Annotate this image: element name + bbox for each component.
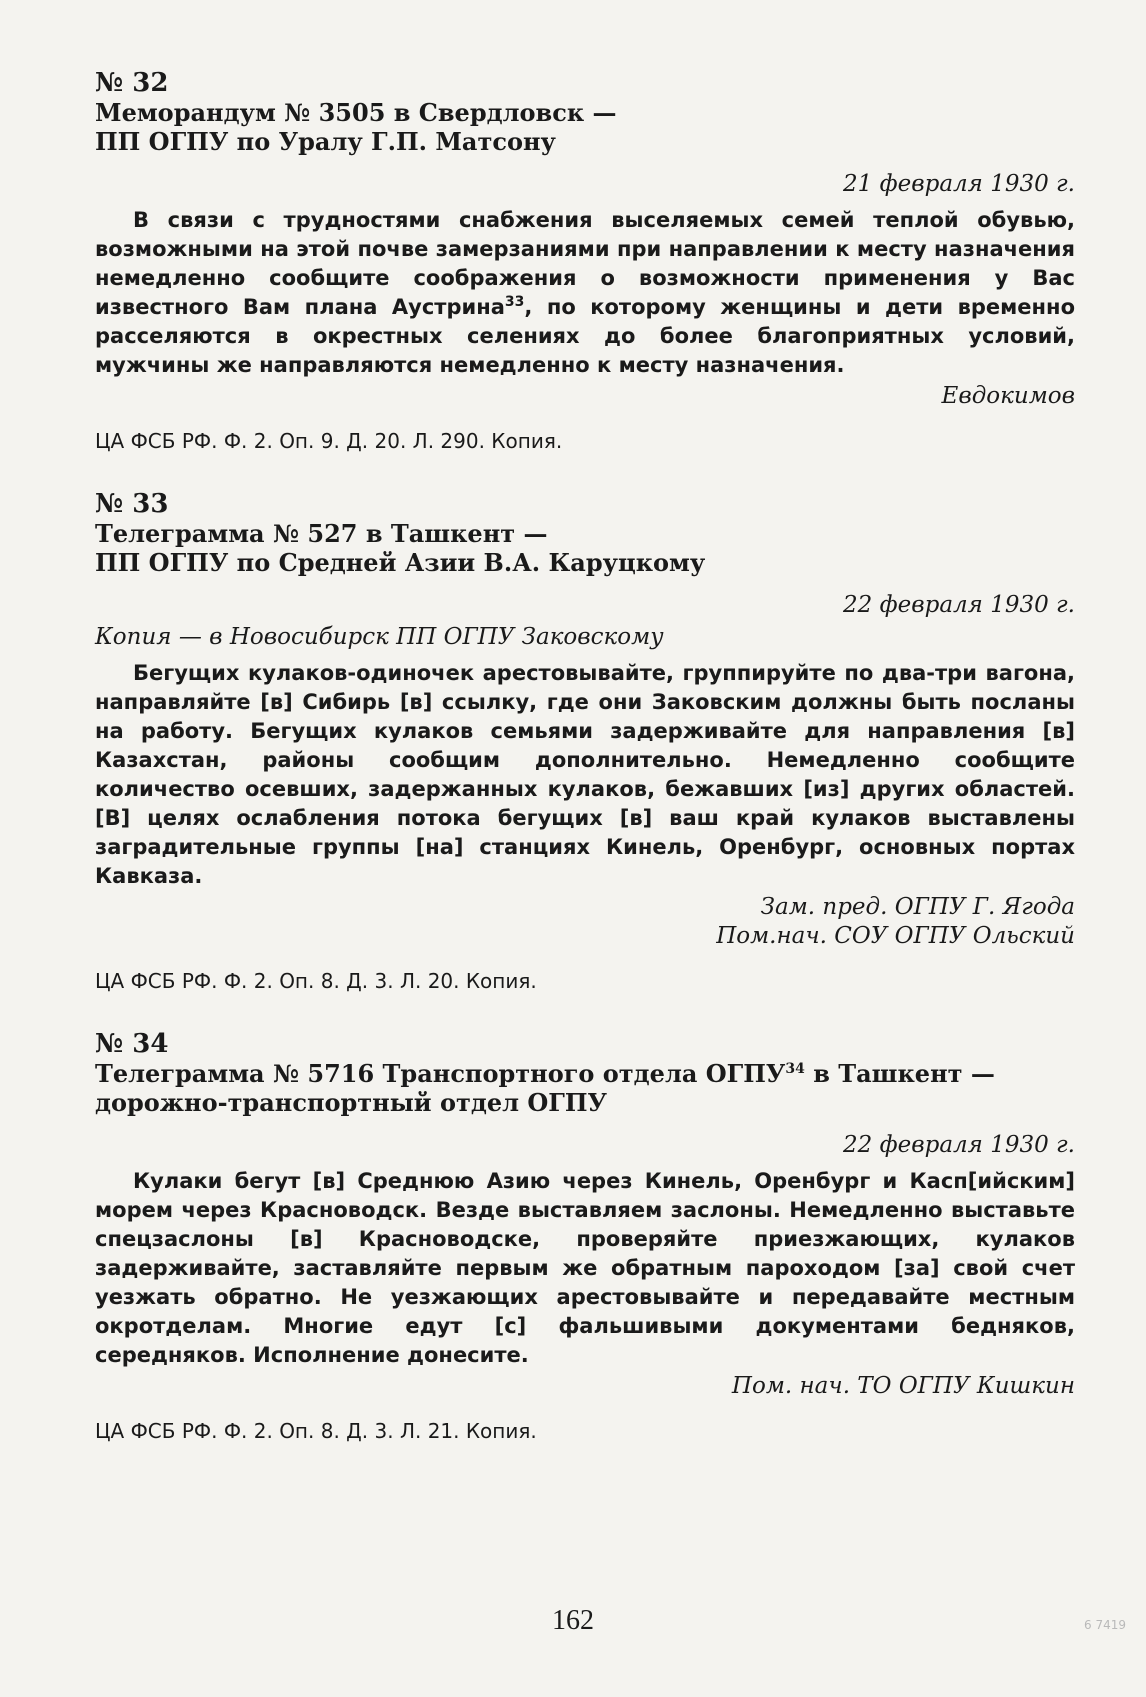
document-header-line-1 [95, 1059, 1075, 1088]
header-text: Телеграмма № 5716 Транспортного отдела ОГПУ [95, 1059, 786, 1088]
document-body: Кулаки бегут [в] Среднюю Азию через Кинель, Оренбург и Касп[ийским] морем через Красноводск. Везде выставляем заслоны. Немедленно выставьте спецзаслоны [в] Красноводске, проверяйте приезжающих, кулаков задерживайте, заставляйте первым же обратным пароходом [за] свой счет уезжать обратно. Не уезжающих арестовывайте и передавайте местным окротделам. Многие едут [с] фальшивыми документами бедняков, середняков. Исполнение донесите. [95, 1169, 1075, 1367]
footnote-ref: 33 [504, 294, 525, 310]
document-number: № 32 [95, 68, 169, 98]
document-signature-1: Зам. пред. ОГПУ Г. Ягода [760, 894, 1075, 920]
document-signature-2: Пом.нач. СОУ ОГПУ Ольский [716, 923, 1075, 949]
document-signature: Пом. нач. ТО ОГПУ Кишкин [731, 1373, 1075, 1399]
document-date: 22 февраля 1930 г. [843, 1132, 1075, 1158]
archive-source: ЦА ФСБ РФ. Ф. 2. Оп. 8. Д. 3. Л. 20. Копия. [95, 969, 537, 993]
document-signature: Евдокимов [941, 383, 1075, 409]
body-text: В связи с трудностями снабжения выселяемых семей теплой обувью, возможными на этой почве замерзаниями при направлении к месту назначения немедленно сообщите соображения о возможности применения у Вас известного Вам плана Аустрина [95, 208, 1075, 319]
page-number: 162 [552, 1605, 594, 1636]
document-header-line-1: Меморандум № 3505 в Свердловск — [95, 98, 617, 127]
document-date: 22 февраля 1930 г. [843, 592, 1075, 618]
copy-recipient: Копия — в Новосибирск ПП ОГПУ Заковскому [95, 624, 664, 650]
document-number: № 34 [95, 1029, 169, 1059]
footnote-ref: 34 [785, 1061, 805, 1077]
archive-source: ЦА ФСБ РФ. Ф. 2. Оп. 9. Д. 20. Л. 290. Копия. [95, 429, 563, 453]
document-header-line-2: дорожно-транспортный отдел ОГПУ [95, 1088, 607, 1117]
archive-source: ЦА ФСБ РФ. Ф. 2. Оп. 8. Д. 3. Л. 21. Копия. [95, 1419, 537, 1443]
body-text-tail: , по которому женщины и дети временно расселяются в окрестных селениях до более благоприятных условий, мужчины же направляются немедленно к месту назначения. [95, 295, 1075, 377]
document-number: № 33 [95, 489, 169, 519]
document-body: Бегущих кулаков-одиночек арестовывайте, группируйте по два-три вагона, направляйте [в] Сибирь [в] ссылку, где они Заковским должны быть посланы на работу. Бегущих кулаков семьями задерживайте для направления [в] Казахстан, районы сообщим дополнительно. Немедленно сообщите количество осевших, задержанных кулаков, бежавших [из] других областей. [В] целях ослабления потока бегущих [в] ваш край кулаков выставлены заградительные группы [на] станциях Кинель, Оренбург, основных портах Кавказа. [95, 661, 1075, 888]
document-header-line-2: ПП ОГПУ по Средней Азии В.А. Каруцкому [95, 548, 706, 577]
header-text-tail: в Ташкент — [804, 1059, 995, 1088]
document-header-line-2: ПП ОГПУ по Уралу Г.П. Матсону [95, 127, 556, 156]
document-header-line-1: Телеграмма № 527 в Ташкент — [95, 519, 548, 548]
document-33 [95, 489, 1075, 995]
document-body [95, 206, 1075, 380]
print-mark: 6 7419 [1084, 1618, 1126, 1632]
document-34 [95, 1029, 1075, 1445]
page-content [95, 68, 1075, 1479]
document-32 [95, 68, 1075, 455]
document-date: 21 февраля 1930 г. [843, 171, 1075, 197]
